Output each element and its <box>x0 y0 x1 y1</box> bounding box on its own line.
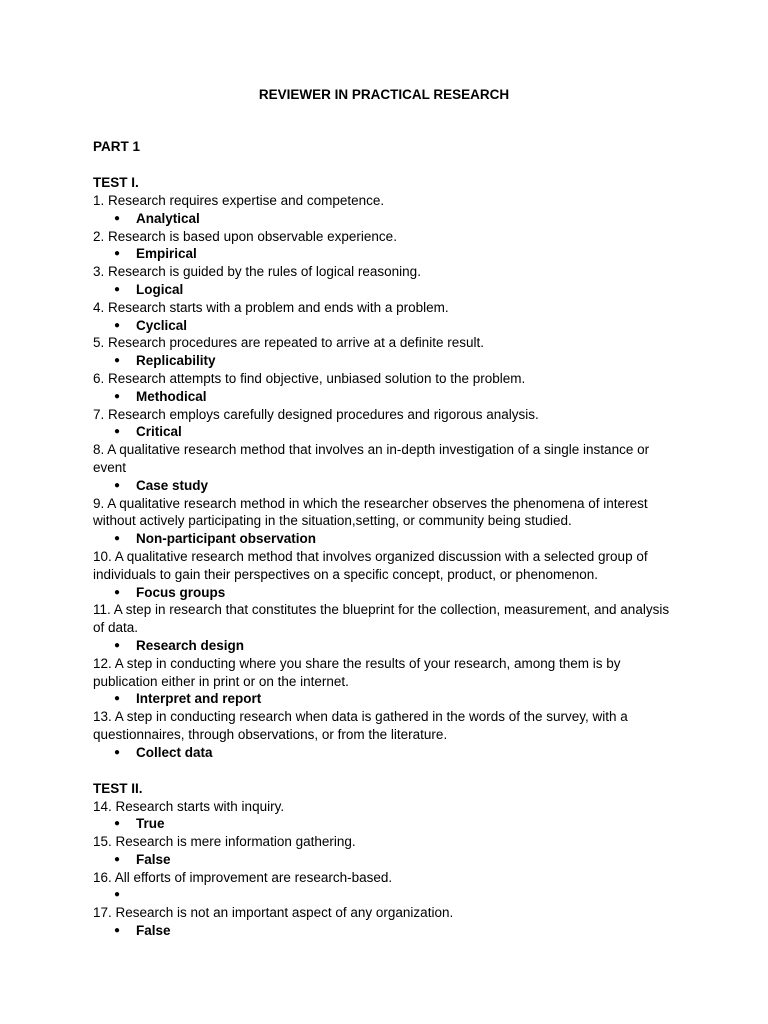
question-text: 5. Research procedures are repeated to arrive at a definite result. <box>93 335 484 351</box>
answer-item <box>93 815 675 833</box>
answer-text: Focus groups <box>136 584 226 600</box>
bullet-icon: ● <box>114 746 121 758</box>
question-text: 15. Research is mere information gathering. <box>93 834 356 850</box>
answer-item <box>93 388 675 406</box>
answer-text: Collect data <box>136 744 213 760</box>
answer-item <box>93 637 675 655</box>
answer-item <box>93 886 675 904</box>
answer-text: False <box>136 923 171 939</box>
answer-text: True <box>136 816 165 832</box>
test-heading: TEST II. <box>93 780 143 796</box>
question-text: 3. Research is guided by the rules of logical reasoning. <box>93 264 421 280</box>
bullet-icon: ● <box>114 925 121 937</box>
bullet-icon: ● <box>114 818 121 830</box>
answer-text: Methodical <box>136 388 207 404</box>
bullet-icon: ● <box>114 212 121 224</box>
bullet-icon: ● <box>114 248 121 260</box>
bullet-icon: ● <box>114 586 121 598</box>
question-text: 11. A step in research that constitutes the blueprint for the collection, measurement, and analysis of data. <box>93 602 670 636</box>
answer-item <box>93 530 675 548</box>
bullet-icon: ● <box>114 889 121 901</box>
question-text: 14. Research starts with inquiry. <box>93 798 285 814</box>
bullet-icon: ● <box>114 853 121 865</box>
question-text: 4. Research starts with a problem and ends with a problem. <box>93 299 449 315</box>
bullet-icon: ● <box>114 479 121 491</box>
bullet-icon: ● <box>114 426 121 438</box>
document-title: REVIEWER IN PRACTICAL RESEARCH <box>258 87 510 102</box>
question-text: 12. A step in conducting where you share the results of your research, among them is by publication either in print or on the internet. <box>93 655 621 689</box>
bullet-icon: ● <box>114 639 121 651</box>
answer-text: Cyclical <box>136 317 188 333</box>
answer-item <box>93 922 675 940</box>
answer-item <box>93 245 675 263</box>
question-text: 6. Research attempts to find objective, unbiased solution to the problem. <box>93 370 526 386</box>
part-heading: PART 1 <box>93 139 141 154</box>
answer-text: Replicability <box>136 353 216 369</box>
answer-text: Research design <box>136 637 245 653</box>
question-text: 10. A qualitative research method that involves organized discussion with a selected group of individuals to gain their perspectives on a specific concept, product, or phenomenon. <box>93 548 648 582</box>
answer-item <box>93 690 675 708</box>
test-section <box>93 174 675 762</box>
test-heading: TEST I. <box>93 175 139 190</box>
question-text: 1. Research requires expertise and competence. <box>93 193 385 208</box>
question-text: 13. A step in conducting research when data is gathered in the words of the survey, with a questionnaires, through observations, or from the literature. <box>93 709 628 742</box>
answer-text: Empirical <box>136 246 197 262</box>
test-section <box>93 780 675 940</box>
answer-item <box>93 317 675 335</box>
bullet-icon: ● <box>114 283 121 295</box>
question-text: 8. A qualitative research method that involves an in-depth investigation of a single instance or event <box>93 442 650 475</box>
answer-text: Interpret and report <box>136 691 262 707</box>
answer-text: Analytical <box>136 210 200 226</box>
answer-item <box>93 352 675 370</box>
question-text: 17. Research is not an important aspect of any organization. <box>93 905 454 921</box>
bullet-icon: ● <box>114 390 121 402</box>
answer-text: Non-participant observation <box>136 531 317 547</box>
answer-item <box>93 423 675 441</box>
question-text: 7. Research employs carefully designed procedures and rigorous analysis. <box>93 406 539 422</box>
question-text: 16. All efforts of improvement are research-based. <box>93 869 393 885</box>
answer-text: False <box>136 851 171 867</box>
answer-item <box>93 584 675 602</box>
answer-item <box>93 210 675 228</box>
bullet-icon: ● <box>114 693 121 705</box>
tests-container <box>93 174 675 940</box>
answer-item <box>93 744 675 762</box>
question-text: 2. Research is based upon observable experience. <box>93 228 397 244</box>
answer-text: Logical <box>136 281 184 297</box>
answer-text: Critical <box>136 424 182 440</box>
question-text: 9. A qualitative research method in which the researcher observes the phenomena of interest without actively participating in the situation,setting, or community being studied. <box>93 495 648 529</box>
answer-item <box>93 281 675 299</box>
answer-item <box>93 851 675 869</box>
bullet-icon: ● <box>114 533 121 545</box>
bullet-icon: ● <box>114 319 121 331</box>
answer-item <box>93 477 675 495</box>
answer-text: Case study <box>136 477 209 493</box>
bullet-icon: ● <box>114 355 121 367</box>
